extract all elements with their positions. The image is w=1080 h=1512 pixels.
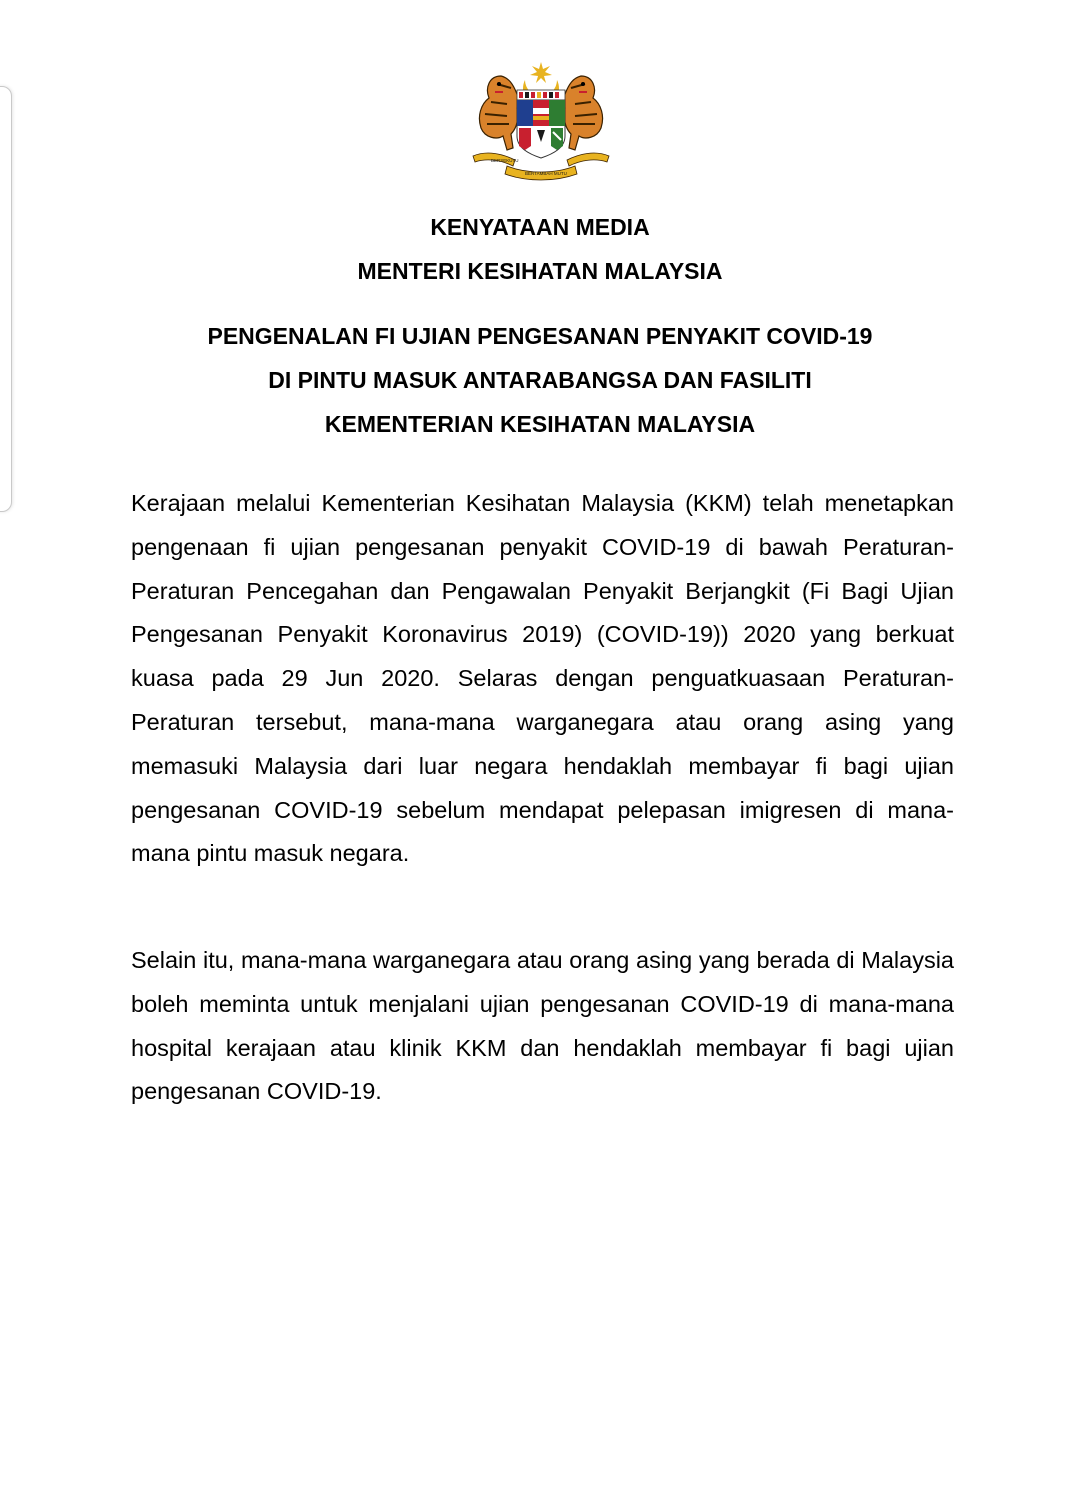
media-statement-header [0, 205, 1080, 293]
title-line: DI PINTU MASUK ANTARABANGSA DAN FASILITI [268, 367, 812, 393]
left-tiger-icon [479, 76, 521, 150]
statement-title [0, 314, 1080, 446]
header-line: MENTERI KESIHATAN MALAYSIA [357, 258, 723, 284]
header-line: KENYATAAN MEDIA [430, 214, 650, 240]
right-tiger-icon [561, 76, 603, 150]
title-line: PENGENALAN FI UJIAN PENGESANAN PENYAKIT COVID-19 [207, 323, 873, 349]
body-paragraph: Selain itu, mana-mana warganegara atau orang asing yang berada di Malaysia boleh meminta untuk menjalani ujian pengesanan COVID-19 di mana-mana hospital kerajaan atau klinik KKM dan hendaklah membayar fi bagi ujian pengesanan COVID-19. [131, 947, 954, 1105]
motto-left-text: BERSEKUTU [491, 158, 519, 163]
body-paragraph: Kerajaan melalui Kementerian Kesihatan Malaysia (KKM) telah menetapkan pengenaan fi ujian pengesanan penyakit COVID-19 di bawah Peraturan-Peraturan Pencegahan dan Pengawalan Penyakit Berjangkit (Fi Bagi Ujian Pengesanan Penyakit Koronavirus 2019) (COVID-19)) 2020 yang berkuat kuasa pada 29 Jun 2020. Selaras dengan penguatkuasaan Peraturan-Peraturan tersebut, mana-mana warganegara atau orang asing yang memasuki Malaysia dari luar negara hendaklah membayar fi bagi ujian pengesanan COVID-19 sebelum mendapat pelepasan imigresen di mana-mana pintu masuk negara. [131, 490, 954, 867]
motto-center-text: BERTAMBAH MUTU [525, 171, 567, 176]
coat-of-arms-icon [467, 58, 615, 182]
shield-icon [517, 90, 565, 158]
title-line: KEMENTERIAN KESIHATAN MALAYSIA [324, 411, 756, 437]
side-panel-handle[interactable] [0, 86, 12, 512]
